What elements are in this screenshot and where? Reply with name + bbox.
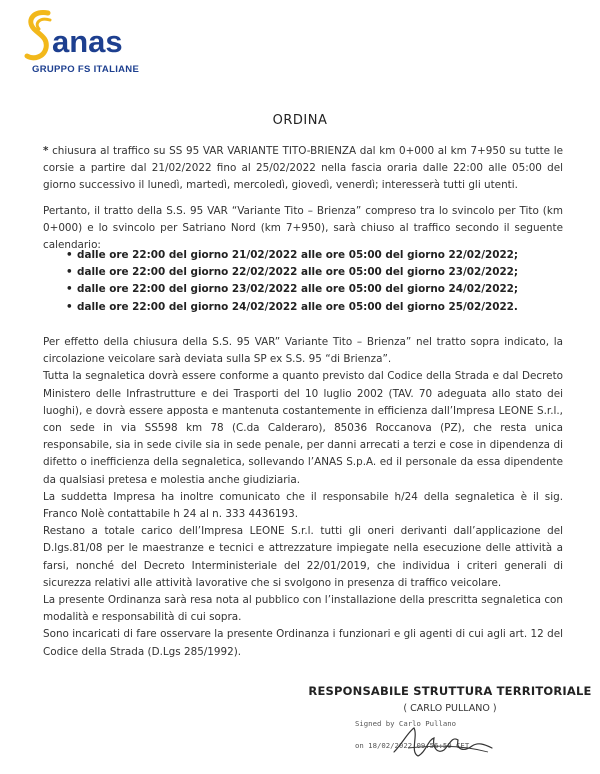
list-item: • dalle ore 22:00 del giorno 23/02/2022 alle ore 05:00 del giorno 24/02/2022; xyxy=(66,281,566,298)
anas-s-mark-icon xyxy=(24,8,54,64)
list-item: • dalle ore 22:00 del giorno 22/02/2022 alle ore 05:00 del giorno 23/02/2022; xyxy=(66,264,566,281)
asterisk-marker: * xyxy=(43,145,49,157)
detour-paragraph: Per effetto della chiusura della S.S. 95 VAR” Variante Tito – Brienza” nel tratto sopra indicato, la circolazione veicolare sarà deviata sulla SP ex S.S. 95 “di Brienza”. xyxy=(43,336,563,366)
bullet-icon: • xyxy=(66,266,73,279)
enforcement-paragraph: Sono incaricati di fare osservare la presente Ordinanza i funzionari e gli agenti di cui agli art. 12 del Codice della Strada (D.Lgs 285/1992). xyxy=(43,628,563,658)
paragraph-closure xyxy=(43,143,563,195)
signatory-name: ( CARLO PULLANO ) xyxy=(403,703,497,714)
document-title: ORDINA xyxy=(272,113,328,128)
bullet-icon: • xyxy=(66,283,73,296)
closure-text: chiusura al traffico su SS 95 VAR VARIANTE TITO-BRIENZA dal km 0+000 al km 7+950 su tutte le corsie a partire dal 21/02/2022 fino al 25/02/2022 nella fascia oraria dalle 22:00 alle 05:00 del giorno successivo il lunedì, martedì, mercoledì, giovedì, venerdì; interesserà tutti gli utenti. xyxy=(43,145,563,192)
digital-signature-date: on 18/02/2022 09:56:59 CET xyxy=(355,741,470,750)
digital-signature-by: Signed by Carlo Pullano xyxy=(355,719,457,728)
handwritten-signature xyxy=(388,722,498,762)
list-item: • dalle ore 22:00 del giorno 21/02/2022 alle ore 05:00 del giorno 22/02/2022; xyxy=(66,247,566,264)
bullet-icon: • xyxy=(66,300,73,313)
anas-logo xyxy=(24,8,164,78)
bullet-icon: • xyxy=(66,249,73,261)
publication-paragraph: La presente Ordinanza sarà resa nota al pubblico con l’installazione della prescritta segnaletica con modalità e responsabilità di cui sopra. xyxy=(43,594,563,624)
section-text: Pertanto, il tratto della S.S. 95 VAR “Variante Tito – Brienza” compreso tra lo svincolo per Tito (km 0+000) e lo svincolo per Satriano Nord (km 7+950), sarà chiuso al traffico secondo il seguente calendario: xyxy=(43,205,563,252)
logo-subtitle: GRUPPO FS ITALIANE xyxy=(32,64,140,75)
contact-paragraph: La suddetta Impresa ha inoltre comunicato che il responsabile h/24 della segnaletica è il sig. Franco Nolè contattabile h 24 al n. 333 4436193. xyxy=(43,490,563,521)
schedule-list xyxy=(66,247,566,316)
signatory-role: RESPONSABILE STRUTTURA TERRITORIALE xyxy=(308,684,592,698)
list-item: • dalle ore 22:00 del giorno 24/02/2022 alle ore 05:00 del giorno 25/02/2022. xyxy=(66,299,566,316)
logo-wordmark: anas xyxy=(52,24,123,59)
safety-paragraph: Restano a totale carico dell’Impresa LEONE S.r.l. tutti gli oneri derivanti dall’applicazione del D.lgs.81/08 per le maestranze e tecnici e attrezzature impiegate nella esecuzione delle attività a farsi, nonché del Decreto Interministeriale del 22/01/2019, che individua i criteri generali di sicurezza relativi alle attività lavorative che si svolgono in presenza di traffico veicolare. xyxy=(43,525,563,589)
signage-paragraph: Tutta la segnaletica dovrà essere conforme a quanto previsto dal Codice della Strada e dal Decreto Ministero delle Infrastrutture e dei Trasporti del 10 luglio 2002 (TAV. 70 adeguata allo stato dei luoghi), e dovrà essere apposta e mantenuta costantemente in efficienza dall’Impresa LEONE S.r.l., con sede in via SS598 km 78 (C.da Calderaro), 85036 Roccanova (PZ), che resta unica responsabile, sia in sede civile sia in sede penale, per danni arrecati a terzi e cose in dipendenza di difetto o inefficienza della segnaletica, sollevando l’ANAS S.p.A. ed il personale da essa dipendente da qualsiasi pretesa e molestia anche giudiziaria. xyxy=(43,370,563,486)
body-paragraphs xyxy=(43,334,563,661)
